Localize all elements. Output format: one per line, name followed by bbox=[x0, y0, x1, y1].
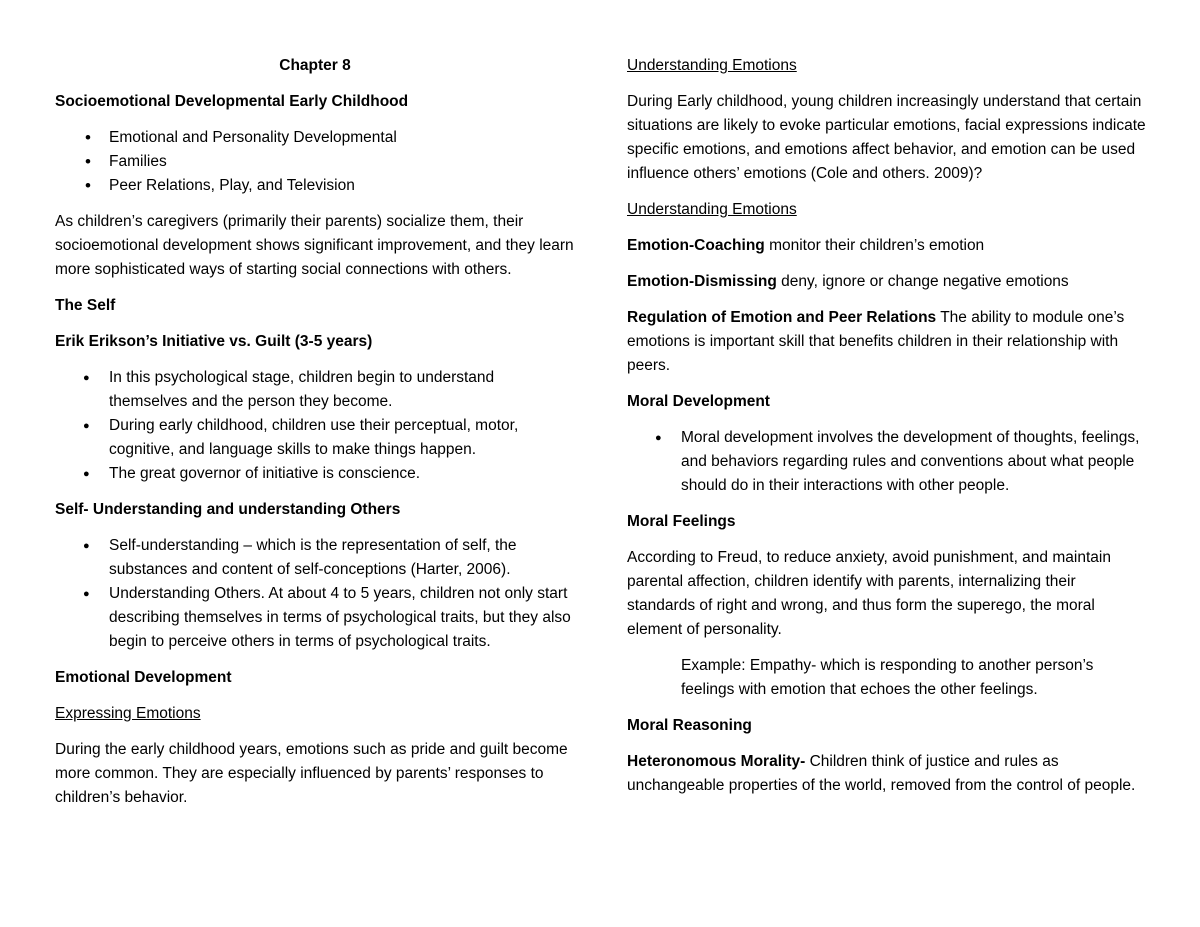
definition-text: The ability to module one’s emotions is important skill that benefits children in their relationship with peers. bbox=[627, 309, 1125, 374]
erikson-heading: Erik Erikson’s Initiative vs. Guilt (3-5 years) bbox=[55, 333, 373, 350]
definition-text: monitor their children’s emotion bbox=[764, 237, 985, 254]
expressing-emotions-paragraph: During the early childhood years, emotions such as pride and guilt become more common. They are especially influenced by parents’ responses to children’s behavior. bbox=[55, 741, 568, 806]
intro-paragraph: As children’s caregivers (primarily their parents) socialize them, their socioemotional development shows significant improvement, and they learn more sophisticated ways of starting social connections with others. bbox=[55, 213, 574, 278]
right-column bbox=[627, 54, 1147, 810]
list-item: ● Moral development involves the development of thoughts, feelings, and behaviors regarding rules and conventions about what people should do in their interactions with other people. bbox=[627, 426, 1147, 498]
term-label: Regulation of Emotion and Peer Relations bbox=[627, 309, 937, 326]
list-item: ● During early childhood, children use their perceptual, motor, cognitive, and language skills to make things happen. bbox=[55, 414, 575, 462]
emotion-dismissing-paragraph bbox=[627, 270, 1147, 294]
list-item: • Peer Relations, Play, and Television bbox=[55, 174, 575, 198]
list-item: ● Understanding Others. At about 4 to 5 years, children not only start describing themselves in terms of psychological traits, but they also begin to perceive others in terms of psychological traits. bbox=[55, 582, 575, 654]
definition-text: deny, ignore or change negative emotions bbox=[776, 273, 1069, 290]
emotional-development-heading: Emotional Development bbox=[55, 669, 232, 686]
example-paragraph: Example: Empathy- which is responding to another person’s feelings with emotion that echoes the other feelings. bbox=[681, 657, 1094, 698]
topic-list bbox=[55, 126, 575, 198]
emotion-coaching-paragraph bbox=[627, 234, 1147, 258]
understanding-emotions-heading: Understanding Emotions bbox=[627, 57, 797, 74]
chapter-heading: Socioemotional Developmental Early Childhood bbox=[55, 93, 409, 110]
term-label: Emotion-Coaching bbox=[627, 237, 765, 254]
regulation-paragraph bbox=[627, 306, 1147, 378]
moral-development-heading: Moral Development bbox=[627, 393, 770, 410]
term-label: Heteronomous Morality- bbox=[627, 753, 806, 770]
list-item: ● In this psychological stage, children begin to understand themselves and the person they become. bbox=[55, 366, 575, 414]
self-understanding-list bbox=[55, 534, 575, 654]
term-label: Emotion-Dismissing bbox=[627, 273, 777, 290]
list-item: ● Self-understanding – which is the representation of self, the substances and content of self-conceptions (Harter, 2006). bbox=[55, 534, 575, 582]
definition-text: Children think of justice and rules as unchangeable properties of the world, removed from the control of people. bbox=[627, 753, 1136, 794]
understanding-emotions-paragraph: During Early childhood, young children increasingly understand that certain situations are likely to evoke particular emotions, facial expressions indicate specific emotions, and emotions affect behavior, and emotion can be used influence others’ emotions (Cole and others. 2009)? bbox=[627, 93, 1146, 182]
list-item: ● The great governor of initiative is conscience. bbox=[55, 462, 575, 486]
list-item: • Emotional and Personality Developmental bbox=[55, 126, 575, 150]
moral-reasoning-heading: Moral Reasoning bbox=[627, 717, 752, 734]
erikson-list bbox=[55, 366, 575, 486]
understanding-emotions-heading-2: Understanding Emotions bbox=[627, 201, 797, 218]
chapter-title: Chapter 8 bbox=[279, 57, 351, 74]
left-column bbox=[55, 54, 575, 822]
the-self-heading: The Self bbox=[55, 297, 116, 314]
moral-feelings-heading: Moral Feelings bbox=[627, 513, 736, 530]
self-understanding-heading: Self- Understanding and understanding Others bbox=[55, 501, 401, 518]
heteronomous-paragraph bbox=[627, 750, 1147, 798]
moral-development-list bbox=[627, 426, 1147, 498]
moral-feelings-paragraph: According to Freud, to reduce anxiety, avoid punishment, and maintain parental affection, children identify with parents, internalizing their standards of right and wrong, and thus form the superego, the moral element of personality. bbox=[627, 549, 1111, 638]
list-item: • Families bbox=[55, 150, 575, 174]
expressing-emotions-heading: Expressing Emotions bbox=[55, 705, 201, 722]
